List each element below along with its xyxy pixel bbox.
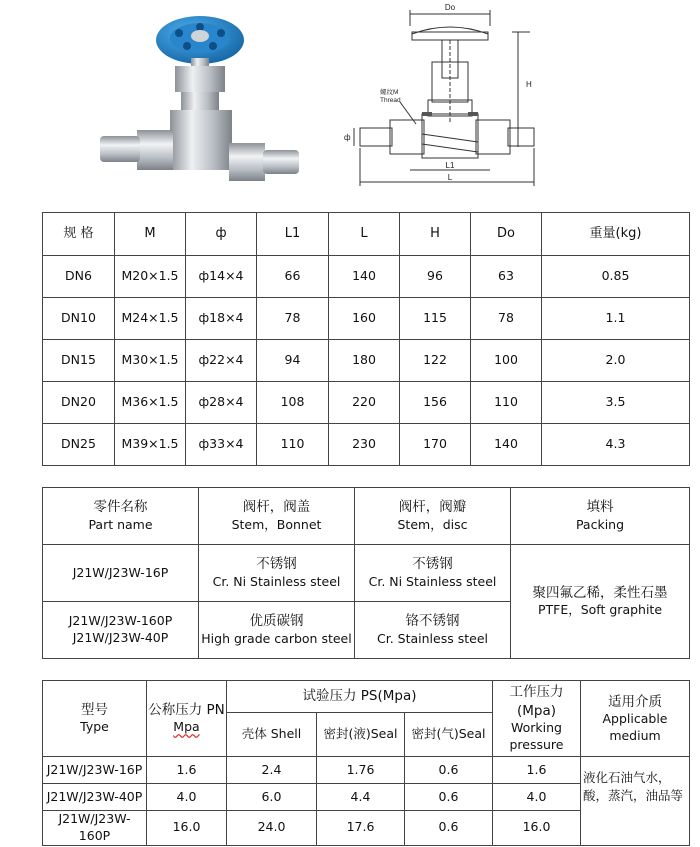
valve-photo: [95, 8, 305, 188]
header-cn: 阀杆，阀瓣: [398, 499, 467, 516]
header-en: Packing: [575, 516, 625, 532]
material-model: J21W/J23W-16P: [43, 545, 199, 602]
spec-header-do: Do: [471, 213, 542, 256]
header-cn: 型号: [81, 701, 108, 718]
spec-cell: M24×1.5: [115, 298, 186, 340]
material-cn: 优质碳钢: [249, 613, 304, 630]
pressure-cell: 4.0: [493, 784, 581, 811]
spec-cell: 108: [257, 382, 329, 424]
header-cn: 填料: [586, 499, 614, 516]
material-en: Cr. Stainless steel: [377, 630, 488, 646]
material-table: [42, 487, 690, 659]
spec-cell: ф18×4: [186, 298, 257, 340]
spec-cell: DN20: [43, 382, 115, 424]
spec-cell: 4.3: [542, 424, 690, 466]
material-disc: [355, 545, 511, 602]
material-cn: 铬不锈钢: [405, 613, 460, 630]
spec-cell: 110: [257, 424, 329, 466]
spec-cell: 3.5: [542, 382, 690, 424]
pressure-header-test: [227, 681, 493, 713]
spec-cell: DN25: [43, 424, 115, 466]
dim-phi-label: ф: [344, 133, 351, 142]
spec-header-phi: ф: [186, 213, 257, 256]
dim-do-label: Do: [444, 3, 456, 12]
spec-header-h: H: [400, 213, 471, 256]
spec-cell: DN15: [43, 340, 115, 382]
spec-cell: ф22×4: [186, 340, 257, 382]
table-row: [43, 424, 690, 466]
material-header-disc: [355, 488, 511, 545]
spec-cell: 78: [471, 298, 542, 340]
header-en: pressure: [509, 736, 564, 752]
spec-cell: M20×1.5: [115, 256, 186, 298]
pressure-cell: 1.6: [147, 757, 227, 784]
spec-header-l: L: [329, 213, 400, 256]
spec-cell: 63: [471, 256, 542, 298]
pressure-header-seal-liquid: 密封(液)Seal: [317, 713, 405, 757]
spec-cell: 78: [257, 298, 329, 340]
spec-cell: 230: [329, 424, 400, 466]
pressure-cell: J21W/J23W-40P: [43, 784, 147, 811]
pressure-cell: J21W/J23W-160P: [43, 811, 147, 846]
dim-h-label: H: [526, 80, 532, 89]
pressure-cell: 0.6: [405, 757, 493, 784]
spec-cell: 115: [400, 298, 471, 340]
model-b: J21W/J23W-40P: [72, 630, 169, 645]
spec-cell: 94: [257, 340, 329, 382]
material-packing: [511, 545, 690, 659]
spec-cell: 140: [471, 424, 542, 466]
spec-cell: DN6: [43, 256, 115, 298]
material-cn: 不锈钢: [256, 556, 297, 573]
spec-cell: ф14×4: [186, 256, 257, 298]
spec-cell: 2.0: [542, 340, 690, 382]
spec-cell: ф33×4: [186, 424, 257, 466]
header-en: Mpa: [173, 719, 200, 735]
header-cn: 零件名称: [93, 499, 148, 516]
pressure-cell: 0.6: [405, 784, 493, 811]
table-row: [43, 382, 690, 424]
pressure-cell: J21W/J23W-16P: [43, 757, 147, 784]
header-en: Part name: [88, 516, 153, 532]
thread-label-cn: 螺纹M: [380, 89, 399, 96]
header-en: medium: [609, 727, 661, 743]
pressure-header-shell: 壳体 Shell: [227, 713, 317, 757]
pressure-cell: 1.6: [493, 757, 581, 784]
material-cn: 不锈钢: [412, 556, 453, 573]
spec-cell: 0.85: [542, 256, 690, 298]
spec-cell: M39×1.5: [115, 424, 186, 466]
packing-cn: 聚四氟乙稀，柔性石墨: [532, 584, 668, 601]
material-model: [43, 602, 199, 659]
material-en: Cr. Ni Stainless steel: [368, 573, 497, 589]
pressure-header-pn: [147, 681, 227, 757]
material-en: High grade carbon steel: [201, 630, 352, 646]
pressure-header-row: [43, 681, 690, 713]
header-cn: 试验压力 PS(Mpa): [302, 688, 417, 705]
pressure-cell: 1.76: [317, 757, 405, 784]
header-cn: 阀杆，阀盖: [242, 499, 311, 516]
spec-cell: ф28×4: [186, 382, 257, 424]
pressure-header-medium: [581, 681, 690, 757]
pressure-cell: 4.4: [317, 784, 405, 811]
spec-header-size: 规 格: [43, 213, 115, 256]
spec-cell: 122: [400, 340, 471, 382]
table-row: [43, 757, 690, 784]
header-cn: 公称压力 PN: [148, 701, 225, 718]
material-header-part: [43, 488, 199, 545]
pressure-header-work: [493, 681, 581, 757]
valve-section-drawing: [340, 2, 540, 190]
pressure-cell: 4.0: [147, 784, 227, 811]
handwheel-icon: [156, 16, 244, 64]
spec-cell: 140: [329, 256, 400, 298]
spec-cell: 100: [471, 340, 542, 382]
pressure-cell: 17.6: [317, 811, 405, 846]
pressure-cell: 24.0: [227, 811, 317, 846]
pressure-cell: 6.0: [227, 784, 317, 811]
material-header-packing: [511, 488, 690, 545]
header-en: Type: [80, 719, 109, 735]
pressure-cell: 0.6: [405, 811, 493, 846]
model-a: J21W/J23W-160P: [68, 613, 173, 629]
material-header-bonnet: [199, 488, 355, 545]
spec-cell: 170: [400, 424, 471, 466]
pressure-cell: 2.4: [227, 757, 317, 784]
table-row: [43, 340, 690, 382]
pressure-table: [42, 680, 690, 846]
material-stem: [199, 602, 355, 659]
spec-cell: 156: [400, 382, 471, 424]
pressure-medium: 液化石油气水，酸，蒸汽，油品等: [581, 757, 690, 846]
header-cn: 适用介质: [608, 693, 662, 710]
pressure-cell: 16.0: [493, 811, 581, 846]
table-row: [43, 298, 690, 340]
spec-cell: 220: [329, 382, 400, 424]
spec-cell: 160: [329, 298, 400, 340]
material-stem: [199, 545, 355, 602]
spec-cell: 110: [471, 382, 542, 424]
packing-en: PTFE，Soft graphite: [537, 602, 663, 618]
header-en: Stem，disc: [397, 516, 468, 532]
spec-header-m: M: [115, 213, 186, 256]
spec-cell: 1.1: [542, 298, 690, 340]
material-header-row: [43, 488, 690, 545]
thread-label-en: Thread: [380, 97, 401, 104]
material-disc: [355, 602, 511, 659]
header-en: Stem，Bonnet: [231, 516, 322, 532]
table-row: [43, 545, 690, 602]
spec-cell: 96: [400, 256, 471, 298]
spec-header-weight: 重量(kg): [542, 213, 690, 256]
material-en: Cr. Ni Stainless steel: [212, 573, 341, 589]
spec-cell: M36×1.5: [115, 382, 186, 424]
pressure-cell: 16.0: [147, 811, 227, 846]
spec-table: [42, 212, 690, 466]
spec-header-l1: L1: [257, 213, 329, 256]
spec-cell: 66: [257, 256, 329, 298]
spec-cell: M30×1.5: [115, 340, 186, 382]
spec-cell: DN10: [43, 298, 115, 340]
spec-header-row: [43, 213, 690, 256]
pressure-header-type: [43, 681, 147, 757]
dim-l-label: L: [447, 173, 453, 182]
dim-l1-label: L1: [445, 161, 455, 170]
table-row: [43, 256, 690, 298]
header-en: Working: [511, 719, 562, 735]
header-cn: 工作压力(Mpa): [509, 684, 564, 719]
spec-cell: 180: [329, 340, 400, 382]
pressure-header-seal-gas: 密封(气)Seal: [405, 713, 493, 757]
header-en: Applicable: [602, 710, 668, 726]
